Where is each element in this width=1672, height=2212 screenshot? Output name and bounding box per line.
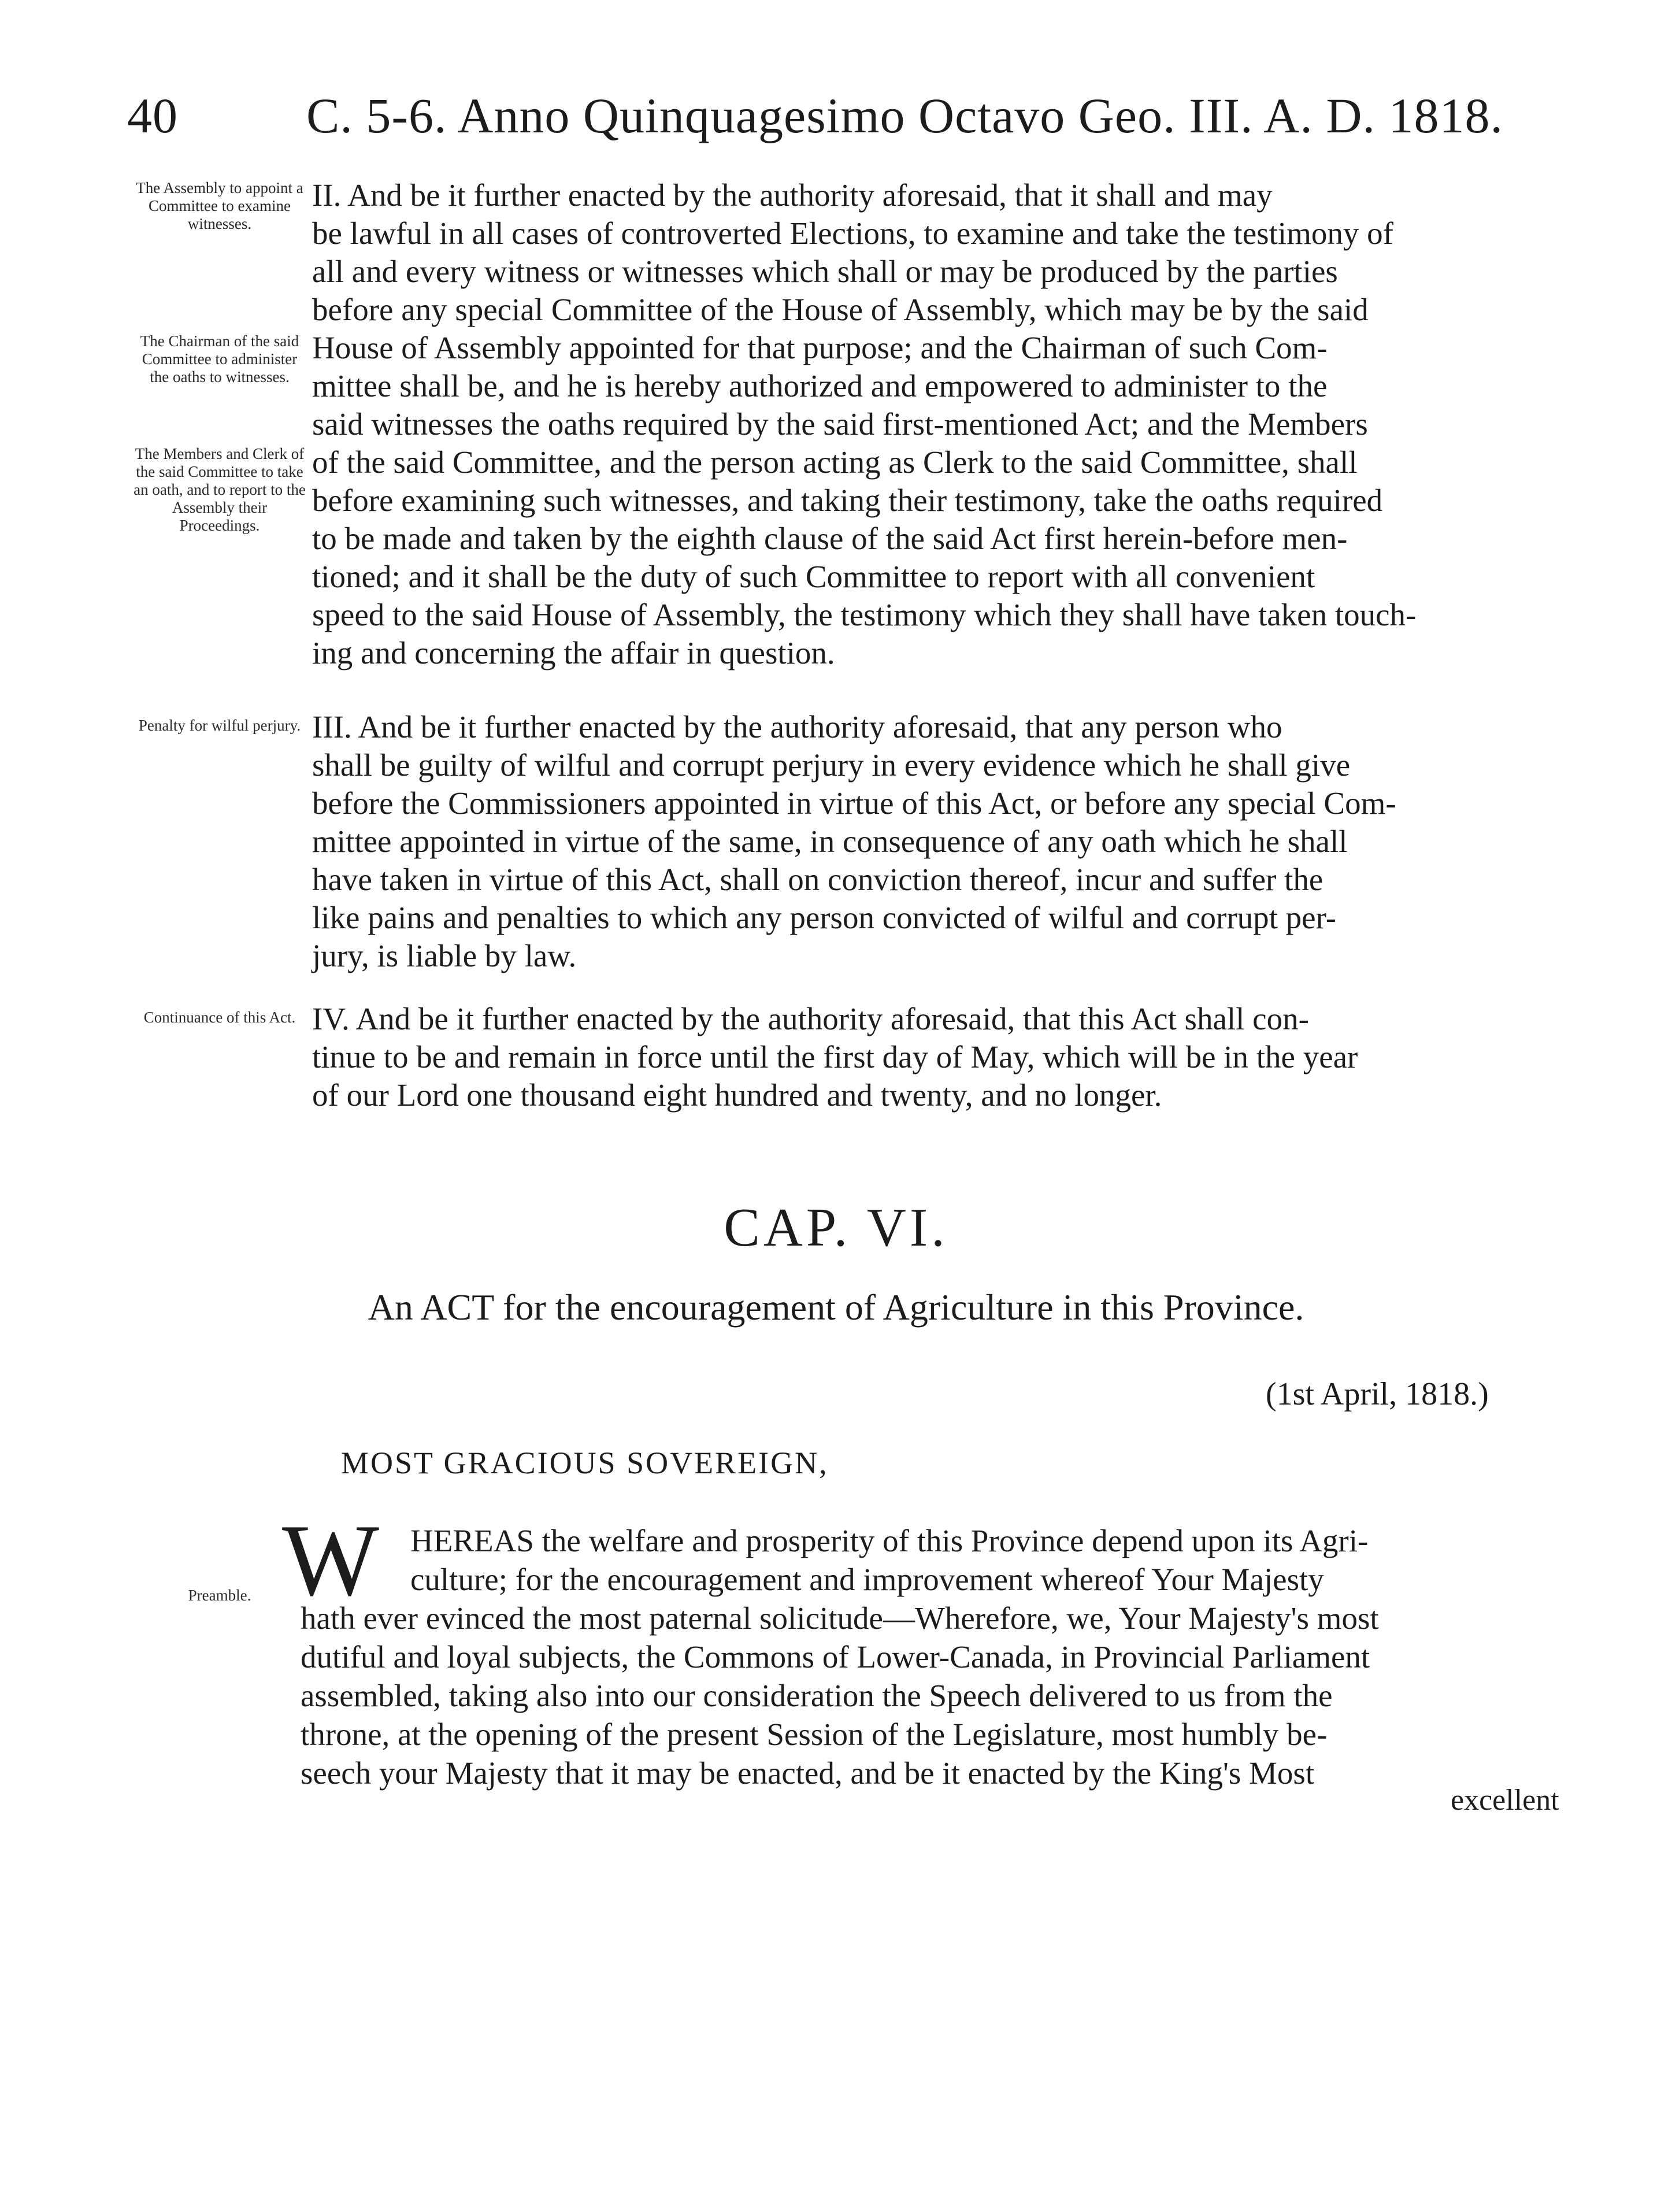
preamble-line: dutiful and loyal subjects, the Commons of Lower-Canada, in Provincial Parliament xyxy=(301,1639,1370,1674)
section-line: speed to the said House of Assembly, the testimony which they shall have taken touch- xyxy=(312,597,1417,632)
section-line: like pains and penalties to which any person convicted of wilful and corrupt per- xyxy=(312,900,1337,935)
margin-note-penalty-perjury: Penalty for wilful perjury. xyxy=(138,717,301,734)
salutation: MOST GRACIOUS SOVEREIGN, xyxy=(341,1446,829,1480)
section-line: before the Commissioners appointed in virtue of this Act, or before any special Com- xyxy=(312,785,1396,821)
section-line: ing and concerning the affair in question. xyxy=(312,635,835,670)
page-header xyxy=(127,87,1607,150)
section-line: of the said Committee, and the person acting as Clerk to the said Committee, shall xyxy=(312,444,1358,480)
section-line: tioned; and it shall be the duty of such Committee to report with all convenient xyxy=(312,559,1315,594)
section-line: all and every witness or witnesses which shall or may be produced by the parties xyxy=(312,254,1338,289)
preamble-line: throne, at the opening of the present Session of the Legislature, most humbly be- xyxy=(301,1717,1328,1752)
margin-note-continuance: Continuance of this Act. xyxy=(143,1009,296,1026)
preamble-line: seech your Majesty that it may be enacted, and be it enacted by the King's Most xyxy=(301,1755,1315,1791)
section-ii xyxy=(312,176,1589,672)
act-title: An ACT for the encouragement of Agriculture in this Province. xyxy=(368,1287,1304,1328)
section-line: shall be guilty of wilful and corrupt perjury in every evidence which he shall give xyxy=(312,747,1351,783)
section-iii xyxy=(312,708,1589,975)
section-line: said witnesses the oaths required by the said first-mentioned Act; and the Members xyxy=(312,406,1368,442)
margin-note-members-clerk: The Members and Clerk of the said Committee to take an oath, and to report to the Assembly their Proceedings. xyxy=(134,445,306,534)
section-line: to be made and taken by the eighth clause of the said Act first herein-before men- xyxy=(312,521,1348,556)
section-iv xyxy=(312,1000,1589,1114)
page-number: 40 xyxy=(127,88,178,143)
section-line: tinue to be and remain in force until the first day of May, which will be in the year xyxy=(312,1039,1358,1074)
catchword: excellent xyxy=(1451,1784,1559,1817)
preamble-line: assembled, taking also into our consideration the Speech delivered to us from the xyxy=(301,1678,1333,1713)
section-line: have taken in virtue of this Act, shall on conviction thereof, incur and suffer the xyxy=(312,862,1323,897)
section-line: mittee shall be, and he is hereby authorized and empowered to administer to the xyxy=(312,368,1328,403)
preamble-line: hath ever evinced the most paternal solicitude—Wherefore, we, Your Majesty's most xyxy=(301,1600,1379,1636)
preamble-text xyxy=(301,1521,1572,1792)
chapter-heading: CAP. VI. xyxy=(724,1198,948,1258)
margin-note-preamble: Preamble. xyxy=(188,1587,251,1604)
section-line: III. And be it further enacted by the authority aforesaid, that any person who xyxy=(312,709,1282,744)
section-line: of our Lord one thousand eight hundred and twenty, and no longer. xyxy=(312,1077,1162,1113)
drop-cap: W xyxy=(282,1503,380,1617)
preamble-line: culture; for the encouragement and improvement whereof Your Majesty xyxy=(410,1562,1324,1597)
section-line: mittee appointed in virtue of the same, in consequence of any oath which he shall xyxy=(312,824,1348,859)
act-date: (1st April, 1818.) xyxy=(1266,1376,1489,1412)
section-line: be lawful in all cases of controverted Elections, to examine and take the testimony of xyxy=(312,216,1393,251)
margin-note-appoint-committee: The Assembly to appoint a Committee to examine witnesses. xyxy=(136,179,303,232)
margin-note-chairman-oaths: The Chairman of the said Committee to administer the oaths to witnesses. xyxy=(140,332,299,386)
section-line: IV. And be it further enacted by the authority aforesaid, that this Act shall con- xyxy=(312,1001,1309,1036)
section-line: before any special Committee of the House of Assembly, which may be by the said xyxy=(312,292,1369,327)
section-line: before examining such witnesses, and taking their testimony, take the oaths required xyxy=(312,483,1383,518)
section-line: II. And be it further enacted by the authority aforesaid, that it shall and may xyxy=(312,177,1273,213)
section-line: jury, is liable by law. xyxy=(312,938,577,973)
section-line: House of Assembly appointed for that purpose; and the Chairman of such Com- xyxy=(312,330,1328,365)
preamble-line: HEREAS the welfare and prosperity of this Province depend upon its Agri- xyxy=(410,1523,1369,1558)
running-title: C. 5-6. Anno Quinquagesimo Octavo Geo. III. A. D. 1818. xyxy=(306,88,1503,143)
